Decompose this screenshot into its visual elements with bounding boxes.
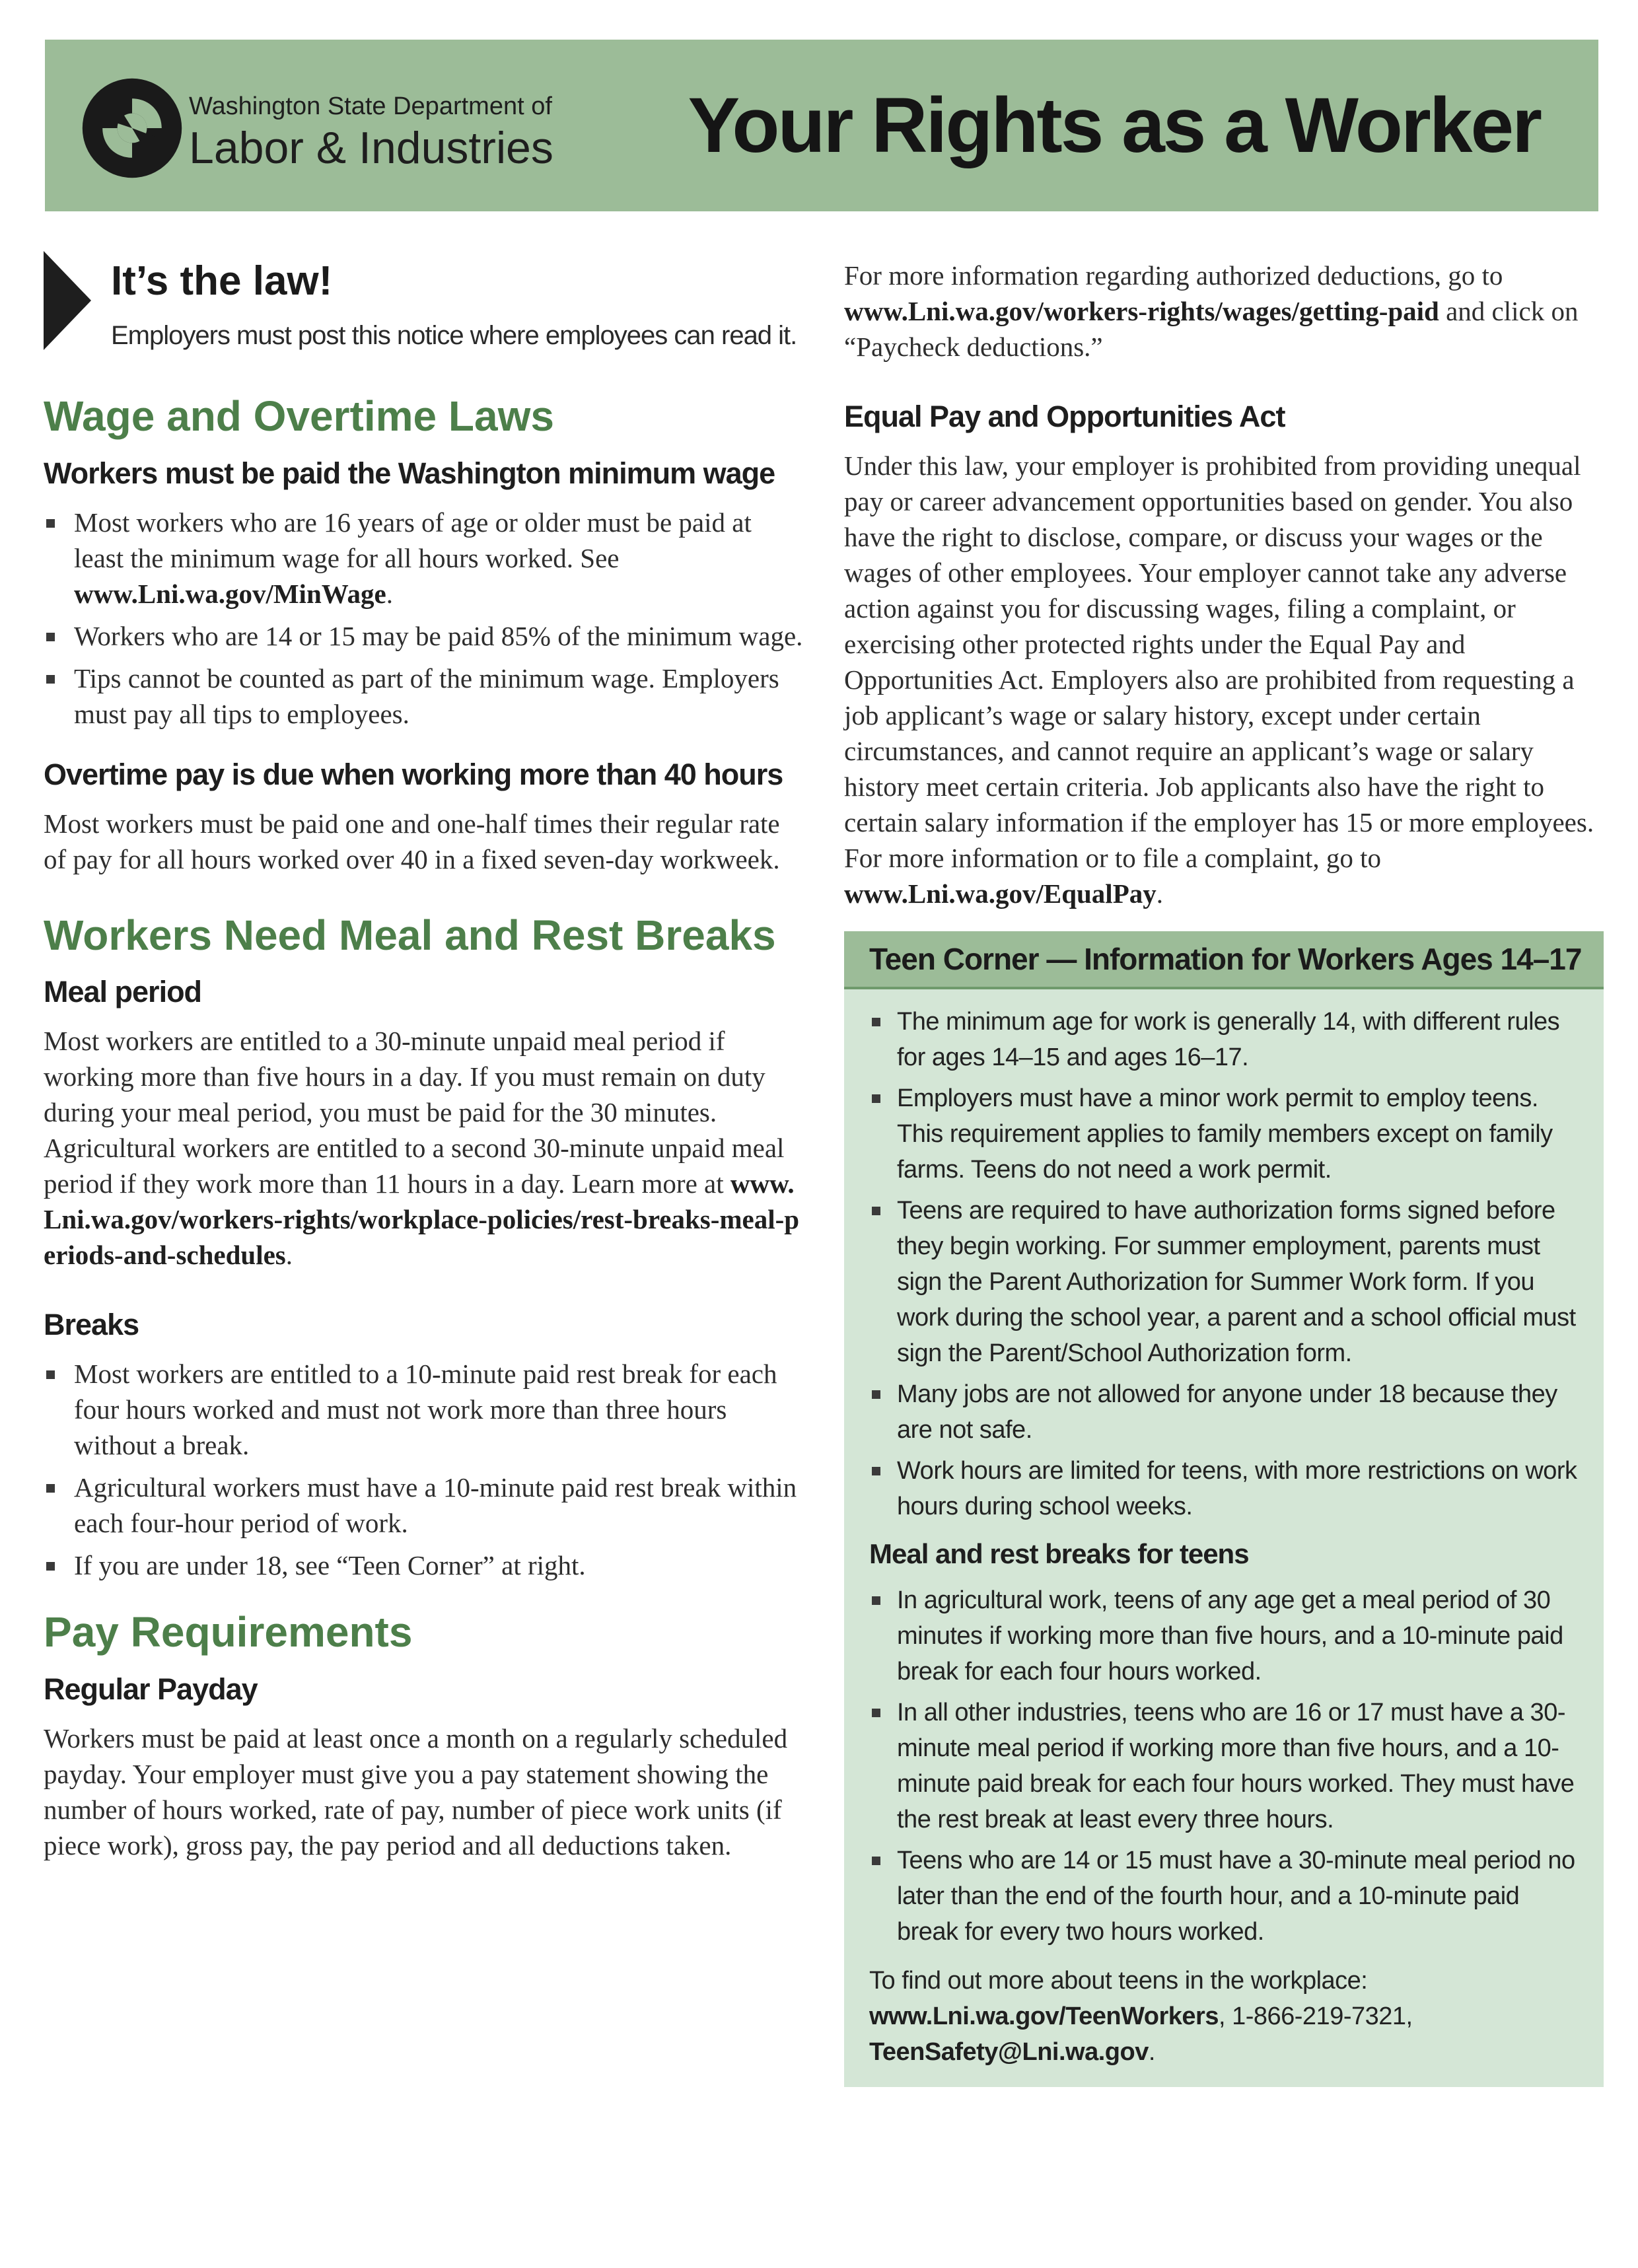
list-item: If you are under 18, see “Teen Corner” at right. — [44, 1547, 803, 1583]
min-wage-link[interactable]: www.Lni.wa.gov/MinWage — [74, 578, 386, 609]
teen-corner-heading: Teen Corner — Information for Workers Ages 14–17 — [844, 931, 1604, 989]
agency-name-line2: Labor & Industries — [189, 123, 553, 173]
list-item: Workers who are 14 or 15 may be paid 85% of the minimum wage. — [44, 618, 803, 654]
bullet-square-icon — [872, 1094, 880, 1103]
list-item: Agricultural workers must have a 10-minute paid rest break within each four-hour period of work. — [44, 1470, 803, 1541]
list-item: The minimum age for work is generally 14, with different rules for ages 14–15 and ages 16–17. — [869, 1004, 1577, 1075]
pay-requirements-heading: Pay Requirements — [44, 1608, 413, 1656]
equal-pay-heading: Equal Pay and Opportunities Act — [844, 400, 1285, 433]
its-the-law-block — [44, 251, 803, 383]
list-item: In agricultural work, teens of any age get a meal period of 30 minutes if working more than five hours, and a 10-minute paid break for each four hours worked. — [869, 1582, 1577, 1689]
list-item: Tips cannot be counted as part of the minimum wage. Employers must pay all tips to employees. — [44, 660, 803, 732]
right-column — [844, 258, 1604, 2087]
list-item: Employers must have a minor work permit to employ teens. This requirement applies to family members except on family farms. Teens do not need a work permit. — [869, 1081, 1577, 1187]
play-arrow-icon — [44, 251, 91, 350]
left-column — [44, 251, 803, 1883]
wage-overtime-heading: Wage and Overtime Laws — [44, 392, 554, 440]
list-item: Many jobs are not allowed for anyone under 18 because they are not safe. — [869, 1376, 1577, 1448]
meal-rest-breaks-heading: Workers Need Meal and Rest Breaks — [44, 911, 776, 959]
teen-safety-email-link[interactable]: TeenSafety@Lni.wa.gov — [869, 2038, 1149, 2067]
law-subtitle: Employers must post this notice where employees can read it. — [111, 321, 797, 350]
list-item: Work hours are limited for teens, with more restrictions on work hours during school weeks. — [869, 1453, 1577, 1524]
bullet-square-icon — [46, 1484, 55, 1493]
minimum-wage-heading: Workers must be paid the Washington minimum wage — [44, 456, 775, 490]
breaks-heading: Breaks — [44, 1308, 139, 1342]
page-title: Your Rights as a Worker — [688, 82, 1540, 169]
list-item: Most workers who are 16 years of age or older must be paid at least the minimum wage for all hours worked. See www.Lni.wa.gov/MinWage. — [44, 505, 803, 612]
list-item: Teens who are 14 or 15 must have a 30-minute meal period no later than the end of the fourth hour, and a 10-minute paid break for every two hours worked. — [869, 1843, 1577, 1950]
list-item: Teens are required to have authorization forms signed before they begin working. For summer employment, parents must sign the Parent Authorization for Summer Work form. If you work during the school year, a parent and a school official must sign the Parent/School Authorization form. — [869, 1193, 1577, 1371]
overtime-heading: Overtime pay is due when working more than 40 hours — [44, 757, 783, 791]
teen-breaks-list — [869, 1582, 1577, 1950]
bullet-square-icon — [872, 1709, 880, 1717]
law-title: It’s the law! — [111, 258, 333, 304]
bullet-square-icon — [872, 1207, 880, 1215]
equal-pay-link[interactable]: www.Lni.wa.gov/EqualPay — [844, 878, 1157, 909]
bullet-square-icon — [46, 1562, 55, 1571]
teen-contact-text: To find out more about teens in the workplace: www.Lni.wa.gov/TeenWorkers, 1-866-219-7321, TeenSafety@Lni.wa.gov. — [869, 1967, 1413, 2067]
deductions-link[interactable]: www.Lni.wa.gov/workers-rights/wages/getting-paid — [844, 296, 1439, 326]
teen-rules-list — [869, 1004, 1577, 1524]
teen-workers-link[interactable]: www.Lni.wa.gov/TeenWorkers — [869, 2002, 1219, 2031]
list-item: Most workers are entitled to a 10-minute paid rest break for each four hours worked and must not work more than three hours without a break. — [44, 1356, 803, 1463]
bullet-square-icon — [872, 1857, 880, 1865]
overtime-text: Most workers must be paid one and one-half times their regular rate of pay for all hours worked over 40 in a fixed seven-day workweek. — [44, 808, 780, 874]
bullet-square-icon — [46, 1370, 55, 1379]
header-banner — [45, 40, 1598, 211]
breaks-list — [44, 1356, 803, 1583]
bullet-square-icon — [46, 519, 55, 528]
list-item: In all other industries, teens who are 16 or 17 must have a 30-minute meal period if working more than five hours, and a 10-minute paid break for each four hours worked. They must have the rest break at least every three hours. — [869, 1695, 1577, 1837]
meal-period-heading: Meal period — [44, 975, 202, 1009]
equal-pay-text: Under this law, your employer is prohibited from providing unequal pay or career advancement opportunities based on gender. You also have the right to disclose, compare, or discuss your wages or the wages of other employees. Your employer cannot take any adverse action against you for discussing wages, filing a complaint, or exercising other protected rights under the Equal Pay and Opportunities Act. Employers also are prohibited from requesting a job applicant’s wage or salary history, except under certain circumstances, and cannot require an applicant’s wage or salary history meet certain criteria. Job applicants also have the right to certain salary information if the employer has 15 or more employees. For more information or to file a complaint, go to www.Lni.wa.gov/EqualPay. — [844, 450, 1594, 909]
regular-payday-heading: Regular Payday — [44, 1672, 258, 1706]
bullet-square-icon — [872, 1390, 880, 1399]
bullet-square-icon — [872, 1018, 880, 1026]
lni-logo-icon — [79, 75, 185, 181]
meal-period-text: Most workers are entitled to a 30-minute unpaid meal period if working more than five hours in a day. If you must remain on duty during your meal period, you must be paid for the 30 minutes. Agricultural workers are entitled to a second 30-minute unpaid meal period if they work more than 11 hours in a day. Learn more at www.Lni.wa.gov/workers-rights/workplace-policies/rest-breaks-meal-periods-and-schedules. — [44, 1026, 800, 1271]
agency-name-line1: Washington State Department of — [189, 92, 552, 120]
meal-breaks-link[interactable]: www.Lni.wa.gov/workers-rights/workplace-policies/rest-breaks-meal-periods-and-schedules — [44, 1168, 800, 1271]
bullet-square-icon — [872, 1467, 880, 1475]
teen-corner-box — [844, 931, 1604, 2087]
deductions-text: For more information regarding authorized deductions, go to www.Lni.wa.gov/workers-rights/wages/getting-paid and click on “Paycheck deductions.” — [844, 260, 1579, 362]
bullet-square-icon — [46, 675, 55, 684]
regular-payday-text: Workers must be paid at least once a month on a regularly scheduled payday. Your employer must give you a pay statement showing the number of hours worked, rate of pay, number of piece work units (if piece work), gross pay, the pay period and all deductions taken. — [44, 1722, 788, 1860]
bullet-square-icon — [872, 1596, 880, 1605]
bullet-square-icon — [46, 633, 55, 641]
minimum-wage-list — [44, 505, 803, 732]
teen-breaks-heading: Meal and rest breaks for teens — [869, 1538, 1249, 1569]
